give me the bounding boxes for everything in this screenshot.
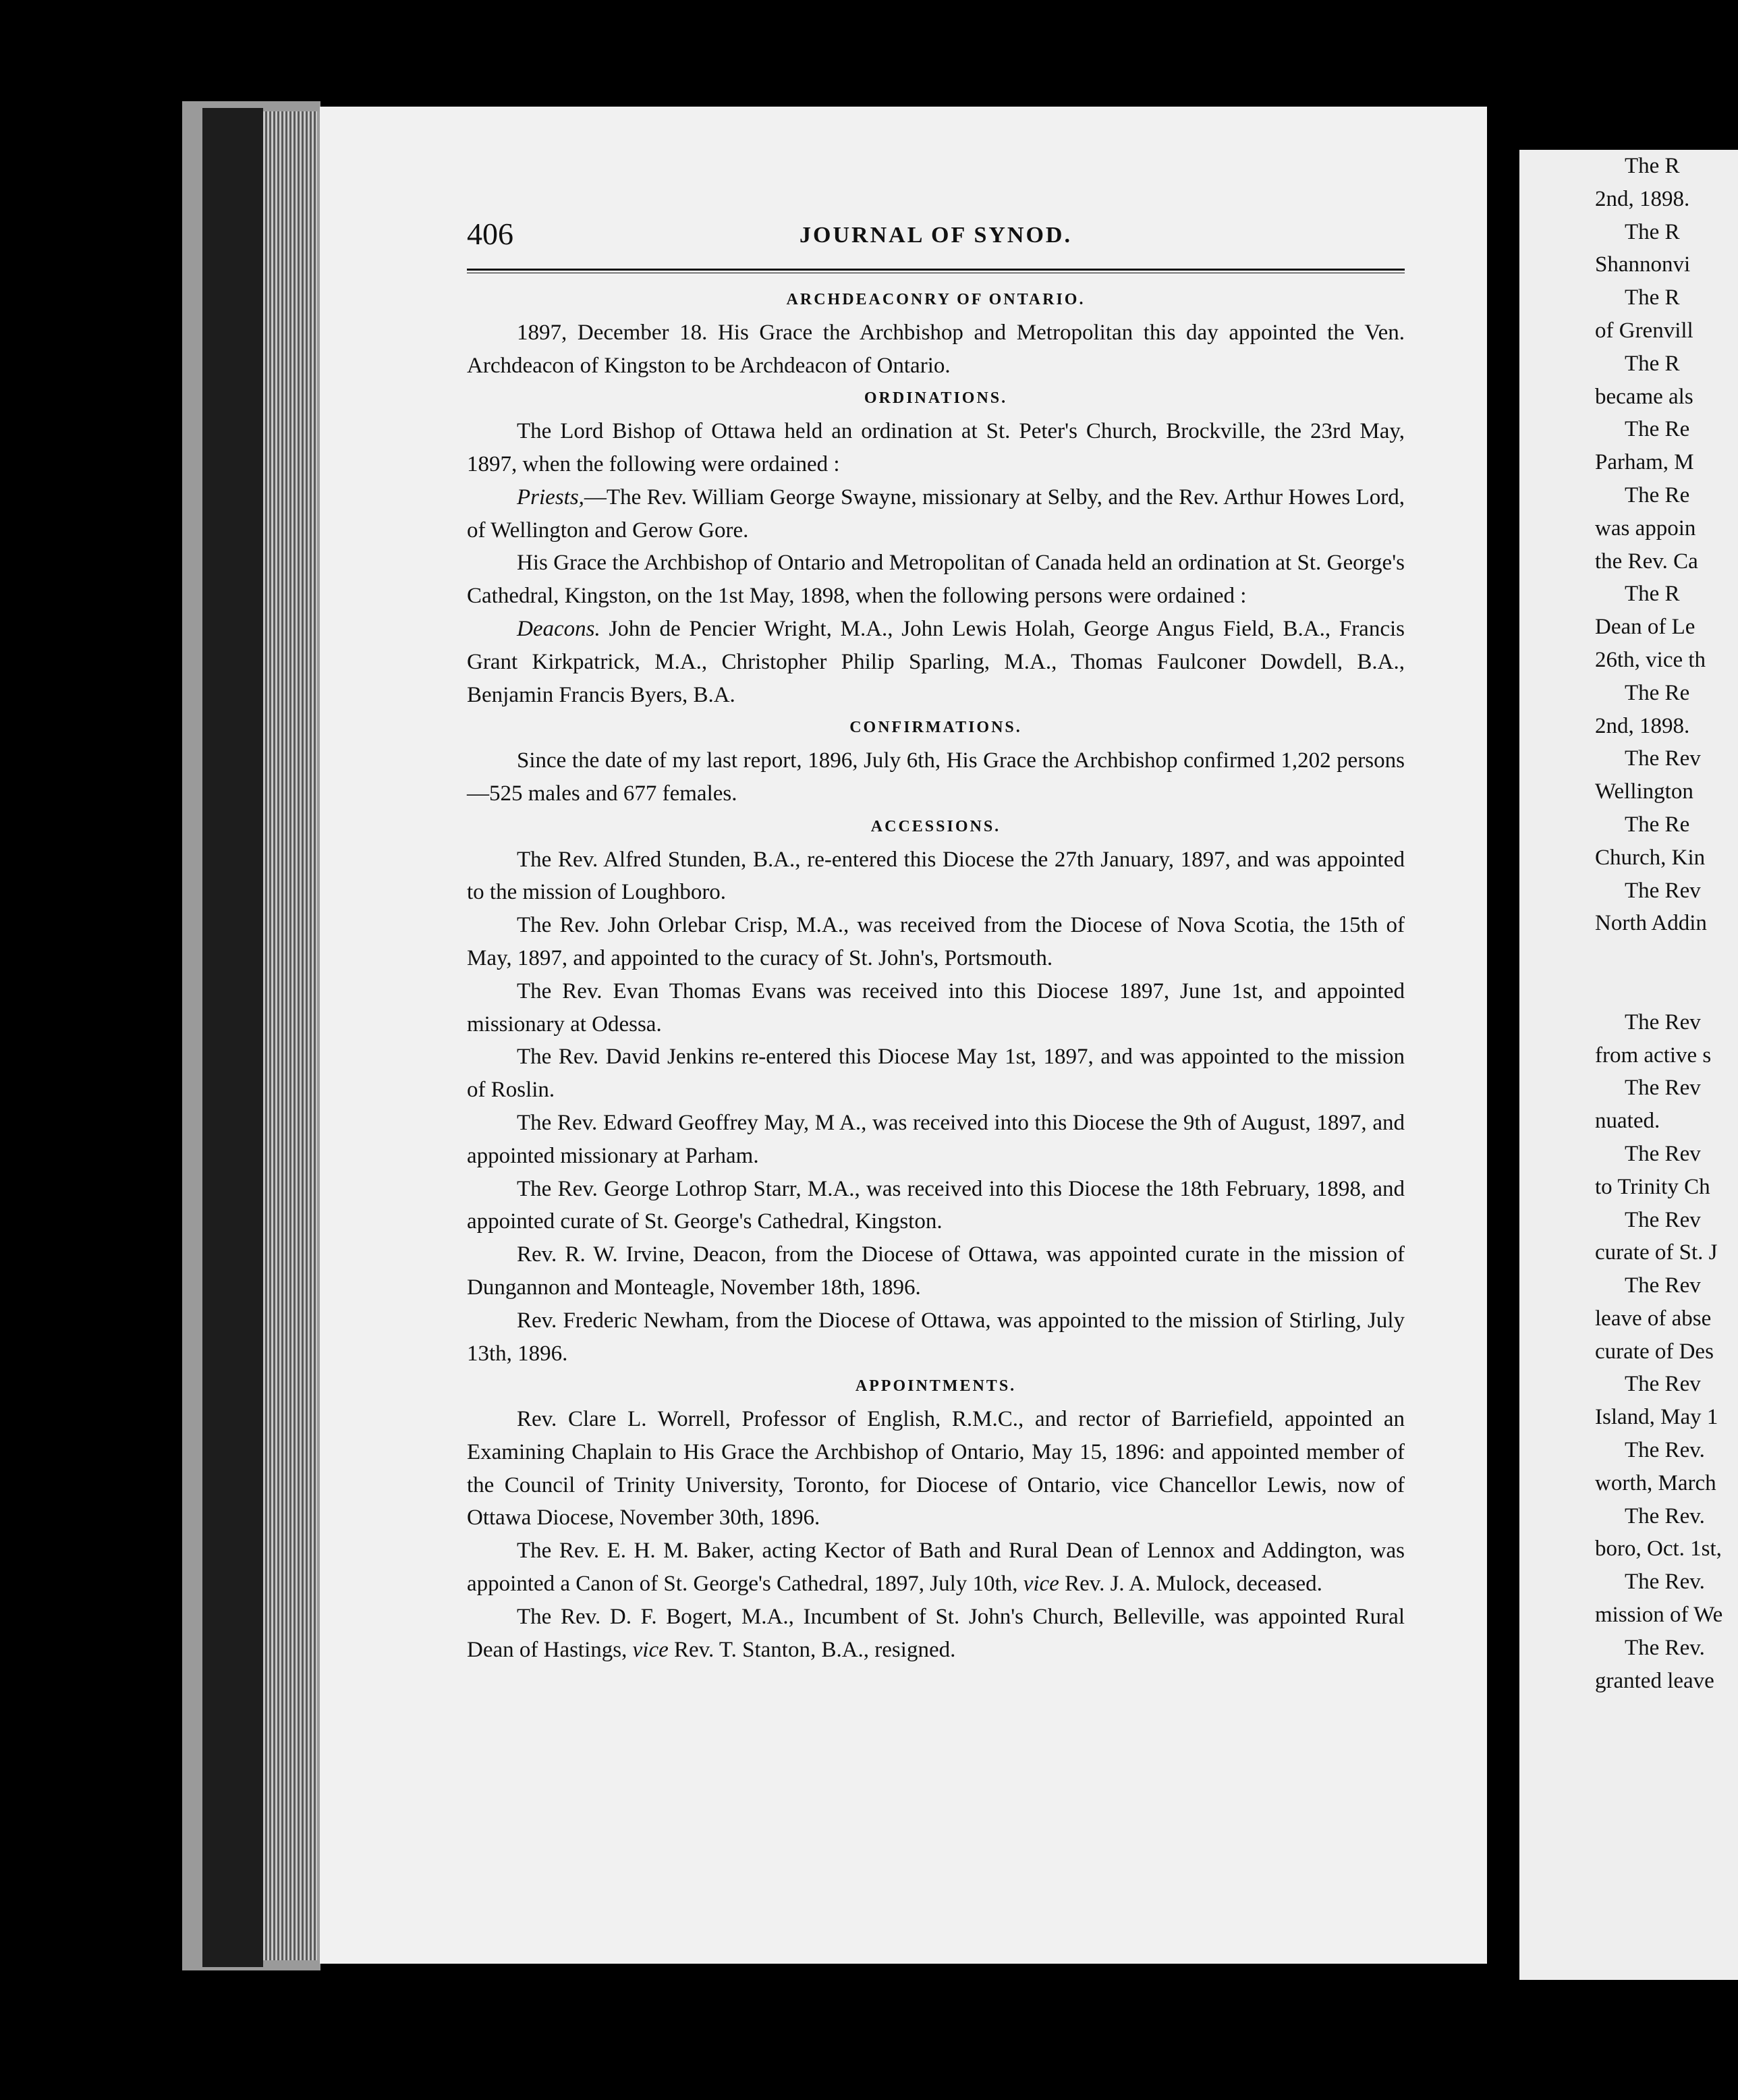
section-gap bbox=[1595, 940, 1738, 1006]
text-line: The Rev. bbox=[1625, 1570, 1705, 1595]
text-line: worth, March bbox=[1595, 1470, 1716, 1495]
text-line: became als bbox=[1595, 384, 1693, 409]
text-line: The R bbox=[1625, 219, 1680, 244]
text-line: curate of Des bbox=[1595, 1339, 1714, 1364]
italic-word: vice bbox=[1023, 1572, 1059, 1597]
text-line: boro, Oct. 1st, bbox=[1595, 1537, 1722, 1562]
text-line: mission of We bbox=[1595, 1603, 1723, 1628]
text-line: The Rev bbox=[1625, 1076, 1701, 1101]
paragraph-text: The Rev. D. F. Bogert, M.A., Incumbent of St. John's Church, Belleville, was appointed Rural Dean of Hastings, bbox=[467, 1604, 1405, 1662]
paragraph: Since the date of my last report, 1896, July 6th, His Grace the Archbishop confirmed 1,202 persons—525 males and 677 females. bbox=[467, 748, 1405, 806]
paragraph bbox=[467, 1601, 1405, 1667]
paragraph: The Rev. John Orlebar Crisp, M.A., was received from the Diocese of Nova Scotia, the 15th of May, 1897, and appointed to the curacy of St. John's, Portsmouth. bbox=[467, 913, 1405, 970]
text-line: curate of St. J bbox=[1595, 1240, 1718, 1265]
section-heading-confirmations: CONFIRMATIONS. bbox=[849, 719, 1022, 737]
text-line: of Grenvill bbox=[1595, 318, 1693, 343]
text-line: The Rev bbox=[1625, 1141, 1701, 1166]
paragraph bbox=[467, 1535, 1405, 1601]
paragraph: Rev. Clare L. Worrell, Professor of English, R.M.C., and rector of Barriefield, appointed an Examining Chaplain to His Grace the Archbishop of Ontario, May 15, 1896: and appointed member of the Council of Trinity University, Toronto, for Diocese of Ontario, vice Chancellor Lewis, now of Ottawa Diocese, November 30th, 1896. bbox=[467, 1407, 1405, 1530]
text-line: The Rev bbox=[1625, 1372, 1701, 1397]
text-line: The R bbox=[1625, 285, 1680, 310]
text-line: Dean of Le bbox=[1595, 615, 1695, 640]
text-line: from active s bbox=[1595, 1043, 1712, 1068]
paragraph-text: Rev. T. Stanton, B.A., resigned. bbox=[668, 1637, 956, 1662]
paragraph: The Lord Bishop of Ottawa held an ordination at St. Peter's Church, Brockville, the 23rd May, 1897, when the following were ordained : bbox=[467, 419, 1405, 476]
paragraph: The Rev. Edward Geoffrey May, M A., was received into this Diocese the 9th of August, 1897, and appointed missionary at Parham. bbox=[467, 1110, 1405, 1168]
text-line: was appoin bbox=[1595, 516, 1696, 541]
right-page-text bbox=[1595, 150, 1738, 1697]
text-line: The R bbox=[1625, 154, 1680, 178]
page-header bbox=[467, 216, 1405, 263]
paragraph: The Rev. David Jenkins re-entered this Diocese May 1st, 1897, and was appointed to the mission of Roslin. bbox=[467, 1045, 1405, 1103]
text-line: North Addin bbox=[1595, 911, 1707, 936]
text-line: 2nd, 1898. bbox=[1595, 186, 1690, 211]
text-line: Parham, M bbox=[1595, 450, 1694, 475]
text-line: leave of abse bbox=[1595, 1306, 1712, 1331]
book-edge-shadow bbox=[202, 108, 263, 1967]
text-line: granted leave bbox=[1595, 1668, 1714, 1693]
text-line: nuated. bbox=[1595, 1109, 1660, 1134]
text-line: The Re bbox=[1625, 417, 1690, 442]
text-line: The Rev bbox=[1625, 746, 1701, 771]
text-line: The Rev. bbox=[1625, 1635, 1705, 1660]
paragraph-text: John de Pencier Wright, M.A., John Lewis Holah, George Angus Field, B.A., Francis Grant Kirkpatrick, M.A., Christopher Philip Sparling, M.A., Thomas Faulconer Dowdell, B.A., Benjamin Francis Byers, B.A. bbox=[467, 616, 1405, 707]
text-line: The Re bbox=[1625, 812, 1690, 837]
right-page-fragment bbox=[1519, 150, 1738, 1980]
italic-label: Deacons. bbox=[517, 616, 600, 641]
paragraph-text: The Rev. E. H. M. Baker, acting Kector of Bath and Rural Dean of Lennox and Addington, was appointed a Canon of St. George's Cathedral, 1897, July 10th, bbox=[467, 1539, 1405, 1597]
text-line: to Trinity Ch bbox=[1595, 1174, 1710, 1199]
text-line: Island, May 1 bbox=[1595, 1405, 1718, 1430]
paragraph bbox=[467, 481, 1405, 547]
running-head: JOURNAL OF SYNOD. bbox=[800, 223, 1072, 248]
section-heading-archdeaconry: ARCHDEACONRY OF ONTARIO. bbox=[786, 291, 1086, 308]
text-line: The Rev bbox=[1625, 1207, 1701, 1232]
text-line: 26th, vice th bbox=[1595, 647, 1706, 672]
text-line: Shannonvi bbox=[1595, 252, 1691, 277]
text-line: The Rev bbox=[1625, 878, 1701, 903]
italic-word: vice bbox=[632, 1637, 669, 1662]
text-line: The R bbox=[1625, 582, 1680, 607]
paragraph: Rev. R. W. Irvine, Deacon, from the Diocese of Ottawa, was appointed curate in the mission of Dungannon and Monteagle, November 18th, 1896. bbox=[467, 1242, 1405, 1300]
text-line: The Rev. bbox=[1625, 1438, 1705, 1463]
header-rule bbox=[467, 269, 1405, 273]
paragraph-text: Rev. J. A. Mulock, deceased. bbox=[1059, 1572, 1322, 1597]
paragraph bbox=[467, 613, 1405, 711]
text-line: The Rev. bbox=[1625, 1503, 1705, 1528]
page-edges bbox=[263, 111, 317, 1960]
text-line: The R bbox=[1625, 351, 1680, 376]
paragraph: The Rev. George Lothrop Starr, M.A., was received into this Diocese the 18th February, 1898, and appointed curate of St. George's Cathedral, Kingston. bbox=[467, 1176, 1405, 1234]
text-line: 2nd, 1898. bbox=[1595, 713, 1690, 738]
paragraph: The Rev. Alfred Stunden, B.A., re-entered this Diocese the 27th January, 1897, and was appointed to the mission of Loughboro. bbox=[467, 847, 1405, 905]
paragraph: The Rev. Evan Thomas Evans was received into this Diocese 1897, June 1st, and appointed missionary at Odessa. bbox=[467, 978, 1405, 1037]
paragraph: His Grace the Archbishop of Ontario and Metropolitan of Canada held an ordination at St. George's Cathedral, Kingston, on the 1st May, 1898, when the following persons were ordained : bbox=[467, 551, 1405, 609]
page-number: 406 bbox=[467, 217, 513, 251]
text-line: Wellington bbox=[1595, 779, 1693, 804]
section-heading-appointments: APPOINTMENTS. bbox=[855, 1377, 1017, 1396]
section-heading-accessions: ACCESSIONS. bbox=[870, 817, 1001, 835]
page-body bbox=[467, 283, 1405, 1666]
text-line: The Rev bbox=[1625, 1273, 1701, 1298]
text-line: Church, Kin bbox=[1595, 845, 1706, 870]
paragraph: 1897, December 18. His Grace the Archbishop and Metropolitan this day appointed the Ven. Archdeacon of Kingston to be Archdeacon of Ontario. bbox=[467, 320, 1405, 378]
section-heading-ordinations: ORDINATIONS. bbox=[864, 389, 1008, 408]
text-line: the Rev. Ca bbox=[1595, 549, 1698, 574]
text-line: The Re bbox=[1625, 680, 1690, 705]
italic-label: Priests, bbox=[517, 485, 584, 509]
paragraph-text: —The Rev. William George Swayne, missionary at Selby, and the Rev. Arthur Howes Lord, of Wellington and Gerow Gore. bbox=[467, 485, 1405, 543]
left-page bbox=[320, 107, 1487, 1964]
text-line: The Re bbox=[1625, 482, 1690, 507]
text-line: The Rev bbox=[1625, 1010, 1701, 1034]
paragraph: Rev. Frederic Newham, from the Diocese of Ottawa, was appointed to the mission of Stirling, July 13th, 1896. bbox=[467, 1308, 1405, 1366]
